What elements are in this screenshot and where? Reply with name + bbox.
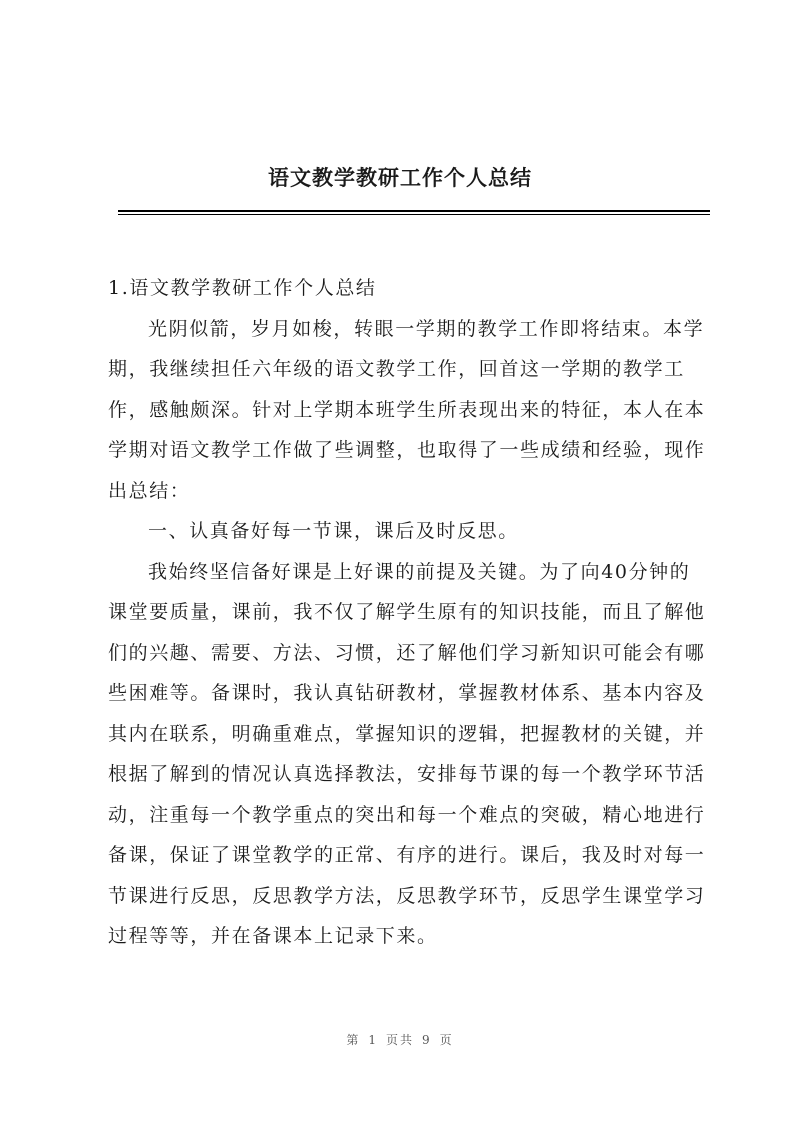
footer-suffix: 页: [439, 1033, 454, 1047]
footer-middle: 页共: [385, 1033, 414, 1047]
section-heading: 1.语文教学教研工作个人总结: [108, 277, 377, 299]
paragraph-intro: 光阴似箭，岁月如梭，转眼一学期的教学工作即将结束。本学期，我继续担任六年级的语文教学工作，回首这一学期的教学工作，感触颇深。针对上学期本班学生所表现出来的特征，本人在本学期对语文教学工作做了些调整，也取得了一些成绩和经验，现作出总结：: [108, 317, 706, 502]
footer-current-page: 1: [368, 1033, 378, 1047]
footer-prefix: 第: [346, 1033, 361, 1047]
document-body: [108, 268, 708, 957]
footer-total-pages: 9: [422, 1033, 432, 1047]
paragraph-lesson-prep: 我始终坚信备好课是上好课的前提及关键。为了向40分钟的课堂要质量，课前，我不仅了解学生原有的知识技能，而且了解他们的兴趣、需要、方法、习惯，还了解他们学习新知识可能会有哪些困难等。备课时，我认真钻研教材，掌握教材体系、基本内容及其内在联系，明确重难点，掌握知识的逻辑，把握教材的关键，并根据了解到的情况认真选择教法，安排每节课的每一个教学环节活动，注重每一个教学重点的突出和每一个难点的突破，精心地进行备课，保证了课堂教学的正常、有序的进行。课后，我及时对每一节课进行反思，反思教学方法，反思教学环节，反思学生课堂学习过程等等，并在备课本上记录下来。: [108, 560, 706, 947]
paragraph-point-one: 一、认真备好每一节课，课后及时反思。: [148, 520, 519, 542]
page-footer: [0, 1031, 800, 1048]
document-title: 语文教学教研工作个人总结: [268, 165, 532, 190]
title-divider: [118, 210, 710, 215]
